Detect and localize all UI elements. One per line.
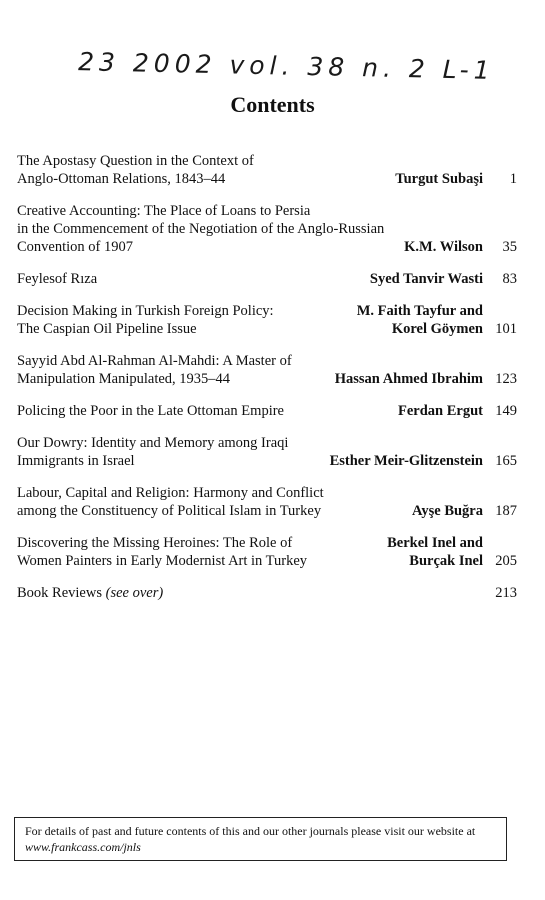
entry-page: 1	[509, 171, 517, 187]
toc-entry-book-reviews	[17, 584, 517, 602]
toc-entry	[17, 534, 517, 570]
entry-title: Immigrants in Israel	[17, 453, 135, 469]
entry-author: M. Faith Tayfur and	[356, 303, 483, 319]
entry-title: Anglo-Ottoman Relations, 1843–44	[17, 171, 226, 187]
entry-page: 123	[495, 371, 517, 387]
entry-author: Esther Meir-Glitzenstein	[329, 453, 483, 469]
book-reviews-note: (see over)	[105, 585, 164, 601]
entry-author: K.M. Wilson	[404, 239, 483, 255]
toc-entry	[17, 202, 517, 256]
entry-title: Convention of 1907	[17, 239, 133, 255]
entry-title: Creative Accounting: The Place of Loans to Persia	[17, 203, 311, 219]
toc-entry	[17, 484, 517, 520]
toc-entry	[17, 270, 517, 288]
entry-author: Syed Tanvir Wasti	[369, 271, 483, 287]
entry-author: Ferdan Ergut	[398, 403, 483, 419]
toc-entry	[17, 302, 517, 338]
entry-title: among the Constituency of Political Islam in Turkey	[17, 503, 322, 519]
toc-entry	[17, 402, 517, 420]
entry-title: The Caspian Oil Pipeline Issue	[17, 321, 197, 337]
toc-entry	[17, 434, 517, 470]
entry-title: Women Painters in Early Modernist Art in Turkey	[17, 553, 308, 569]
entry-title: Discovering the Missing Heroines: The Role of	[17, 535, 293, 551]
entry-title: in the Commencement of the Negotiation of the Anglo-Russian	[17, 221, 385, 237]
entry-author: Korel Göymen	[391, 321, 483, 337]
entry-page: 83	[502, 271, 517, 287]
entry-page: 213	[495, 585, 517, 601]
entry-page: 187	[495, 503, 517, 519]
entry-title: Labour, Capital and Religion: Harmony and Conflict	[17, 485, 324, 501]
entry-author: Hassan Ahmed Ibrahim	[334, 371, 483, 387]
footer-url[interactable]: www.frankcass.com/jnls	[25, 840, 141, 854]
entry-title: Manipulation Manipulated, 1935–44	[17, 371, 231, 387]
entry-title: Sayyid Abd Al-Rahman Al-Mahdi: A Master of	[17, 353, 292, 369]
entry-title: Feylesof Rıza	[17, 271, 98, 287]
entry-page: 149	[495, 403, 517, 419]
entry-title: The Apostasy Question in the Context of	[17, 153, 254, 169]
contents-heading: Contents	[230, 92, 315, 117]
footer-notice	[14, 817, 507, 861]
footer-text: For details of past and future contents of this and our other journals please visit our website at	[25, 824, 476, 838]
handwritten-annotation: 23 2002 vol. 38 n. 2 L-1	[77, 47, 495, 85]
contents-list	[17, 152, 517, 602]
entry-author: Ayşe Buğra	[411, 503, 483, 519]
entry-author: Berkel Inel and	[387, 535, 483, 551]
entry-page: 35	[502, 239, 517, 255]
entry-page: 165	[495, 453, 517, 469]
toc-entry	[17, 352, 517, 388]
entry-title: Policing the Poor in the Late Ottoman Empire	[17, 403, 284, 419]
entry-title: Our Dowry: Identity and Memory among Iraqi	[17, 435, 289, 451]
entry-title: Decision Making in Turkish Foreign Policy:	[17, 303, 274, 319]
entry-author: Turgut Subaşi	[395, 171, 483, 187]
toc-entry	[17, 152, 517, 188]
entry-page: 101	[495, 321, 517, 337]
book-reviews-label: Book Reviews	[17, 585, 102, 601]
entry-page: 205	[495, 553, 517, 569]
entry-author: Burçak Inel	[409, 553, 483, 569]
